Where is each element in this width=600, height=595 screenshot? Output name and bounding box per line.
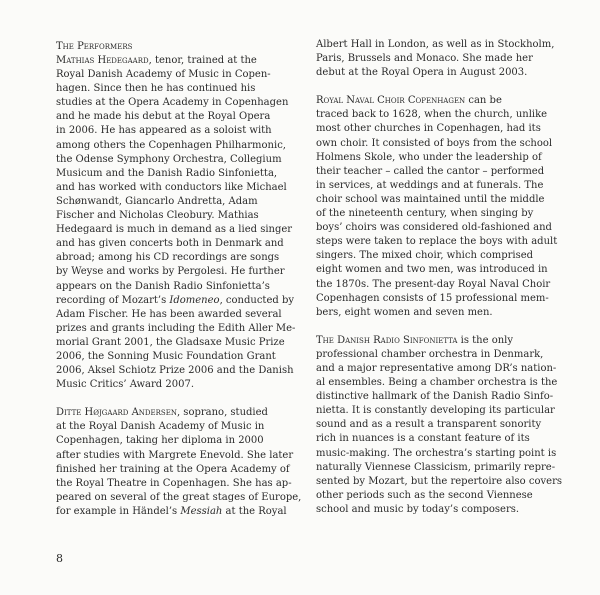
text-line: Albert Hall in London, as well as in Stockholm, <box>316 39 555 50</box>
page-number: 8 <box>56 552 63 565</box>
work-title: Idomeneo <box>169 294 220 306</box>
text-line: boys’ choirs was considered old-fashioned and <box>316 222 552 234</box>
text-line: their teacher – called the cantor – performed <box>316 165 545 177</box>
text-line: al ensembles. Being a chamber orchestra is the <box>316 377 558 389</box>
text-line: the 1870s. The present-day Royal Naval Choir <box>316 278 551 290</box>
text-line: the Odense Symphony Orchestra, Collegium <box>56 153 282 165</box>
text-line: Musicum and the Danish Radio Sinfonietta, <box>56 167 278 179</box>
text-line: professional chamber orchestra in Denmark, <box>316 348 544 360</box>
text-line: nietta. It is constantly developing its particular <box>316 405 555 417</box>
text-line: prizes and grants including the Edith Aller Me- <box>56 322 296 334</box>
performer-name: Mathias Hedegaard <box>56 55 149 66</box>
paragraph-continued <box>316 38 562 80</box>
text-line: sented by Mozart, but the repertoire also covers <box>316 475 562 487</box>
paragraph-danish-radio-sinfonietta <box>316 334 562 517</box>
text-line: and a major representative among DR’s nation- <box>316 362 557 374</box>
text-segment: , soprano, studied <box>176 407 268 419</box>
text-line: school and music by today’s composers. <box>316 503 520 515</box>
text-line: Hedegaard is much in demand as a lied singer <box>56 224 293 236</box>
text-line: Fischer and Nicholas Cleobury. Mathias <box>56 210 259 222</box>
text-segment: recording of Mozart’s <box>56 294 170 306</box>
right-column <box>316 38 562 531</box>
paragraph-mathias-hedegaard <box>56 54 298 392</box>
ensemble-name: Royal Naval Choir Copenhagen <box>316 95 466 107</box>
text-line: and has worked with conductors like Michael <box>56 181 287 193</box>
text-line: by Weyse and works by Pergolesi. He further <box>56 266 285 278</box>
text-line: Schønwandt, Giancarlo Andretta, Adam <box>56 195 258 207</box>
text-line: the Royal Theatre in Copenhagen. She has ap- <box>56 477 292 489</box>
text-line: sound and as a result a transparent sonority <box>316 419 542 431</box>
left-column <box>56 40 302 533</box>
text-line: choir school was maintained until the middle <box>316 193 545 205</box>
text-line: 2006, Aksel Schiotz Prize 2006 and the Danish <box>56 365 294 377</box>
text-line: Music Critics’ Award 2007. <box>56 379 195 391</box>
text-line: morial Grant 2001, the Gladsaxe Music Prize <box>56 336 285 348</box>
text-line: debut at the Royal Opera in August 2003. <box>316 67 528 79</box>
text-line: peared on several of the great stages of Europe, <box>56 491 302 503</box>
text-line: and has given concerts both in Denmark and <box>56 238 284 250</box>
ensemble-name: The Danish Radio Sinfonietta <box>316 334 458 346</box>
text-line: most other churches in Copenhagen, had its <box>316 123 541 135</box>
text-line: bers, eight women and seven men. <box>316 306 493 318</box>
text-line: Copenhagen consists of 15 professional mem- <box>316 292 549 304</box>
text-segment: at the Royal <box>222 505 287 517</box>
text-line: Copenhagen, taking her diploma in 2000 <box>56 435 264 447</box>
text-line: 2006, the Sonning Music Foundation Grant <box>56 350 276 362</box>
text-segment: , tenor, trained at the <box>148 55 257 66</box>
text-line: singers. The mixed choir, which comprised <box>316 250 534 262</box>
text-line <box>316 94 562 108</box>
work-title: Messiah <box>180 505 223 517</box>
text-line: appears on the Danish Radio Sinfonietta’s <box>56 280 270 292</box>
text-line <box>56 505 298 519</box>
text-line: eight women and two men, was introduced in <box>316 264 548 276</box>
text-line: in services, at weddings and at funerals. The <box>316 179 544 191</box>
text-line <box>56 294 298 308</box>
text-line: abroad; among his CD recordings are songs <box>56 252 280 264</box>
text-line: other periods such as the second Viennese <box>316 489 533 501</box>
text-segment: for example in Händel’s <box>56 505 181 517</box>
text-line: finished her training at the Opera Academy of <box>56 463 290 475</box>
text-line <box>56 54 298 68</box>
text-line: of the nineteenth century, when singing by <box>316 208 534 220</box>
text-line: in 2006. He has appeared as a soloist with <box>56 125 272 137</box>
text-line: naturally Viennese Classicism, primarily repre- <box>316 461 556 473</box>
section-title: The Performers <box>56 41 133 52</box>
text-line: at the Royal Danish Academy of Music in <box>56 421 265 433</box>
text-line: steps were taken to replace the boys with adult <box>316 236 558 248</box>
text-line <box>56 406 298 420</box>
text-line: hagen. Since then he has continued his <box>56 83 256 95</box>
text-segment: , conducted by <box>219 294 294 306</box>
performer-name: Ditte Højgaard Andersen <box>56 407 177 419</box>
text-line: own choir. It consisted of boys from the school <box>316 137 553 149</box>
text-line: and he made his debut at the Royal Opera <box>56 111 271 123</box>
text-line: after studies with Margrete Enevold. She later <box>56 449 294 461</box>
text-segment: is the only <box>457 334 514 346</box>
text-line: studies at the Opera Academy in Copenhagen <box>56 97 289 109</box>
text-line: among others the Copenhagen Philharmonic, <box>56 139 286 151</box>
text-line: distinctive hallmark of the Danish Radio Sinfo- <box>316 391 554 403</box>
text-line: rich in nuances is a constant feature of its <box>316 433 530 445</box>
text-segment: can be <box>465 95 502 107</box>
paragraph-royal-naval-choir <box>316 94 562 320</box>
text-line <box>316 334 562 348</box>
paragraph-ditte-hojgaard-andersen <box>56 406 302 519</box>
text-line: Paris, Brussels and Monaco. She made her <box>316 53 533 65</box>
text-line: Adam Fischer. He has been awarded several <box>56 308 282 320</box>
text-line: Holmens Skole, who under the leadership of <box>316 151 542 163</box>
text-line: music-making. The orchestra’s starting point is <box>316 447 557 459</box>
text-line: traced back to 1628, when the church, unlike <box>316 109 548 121</box>
text-line: Royal Danish Academy of Music in Copen- <box>56 69 271 81</box>
